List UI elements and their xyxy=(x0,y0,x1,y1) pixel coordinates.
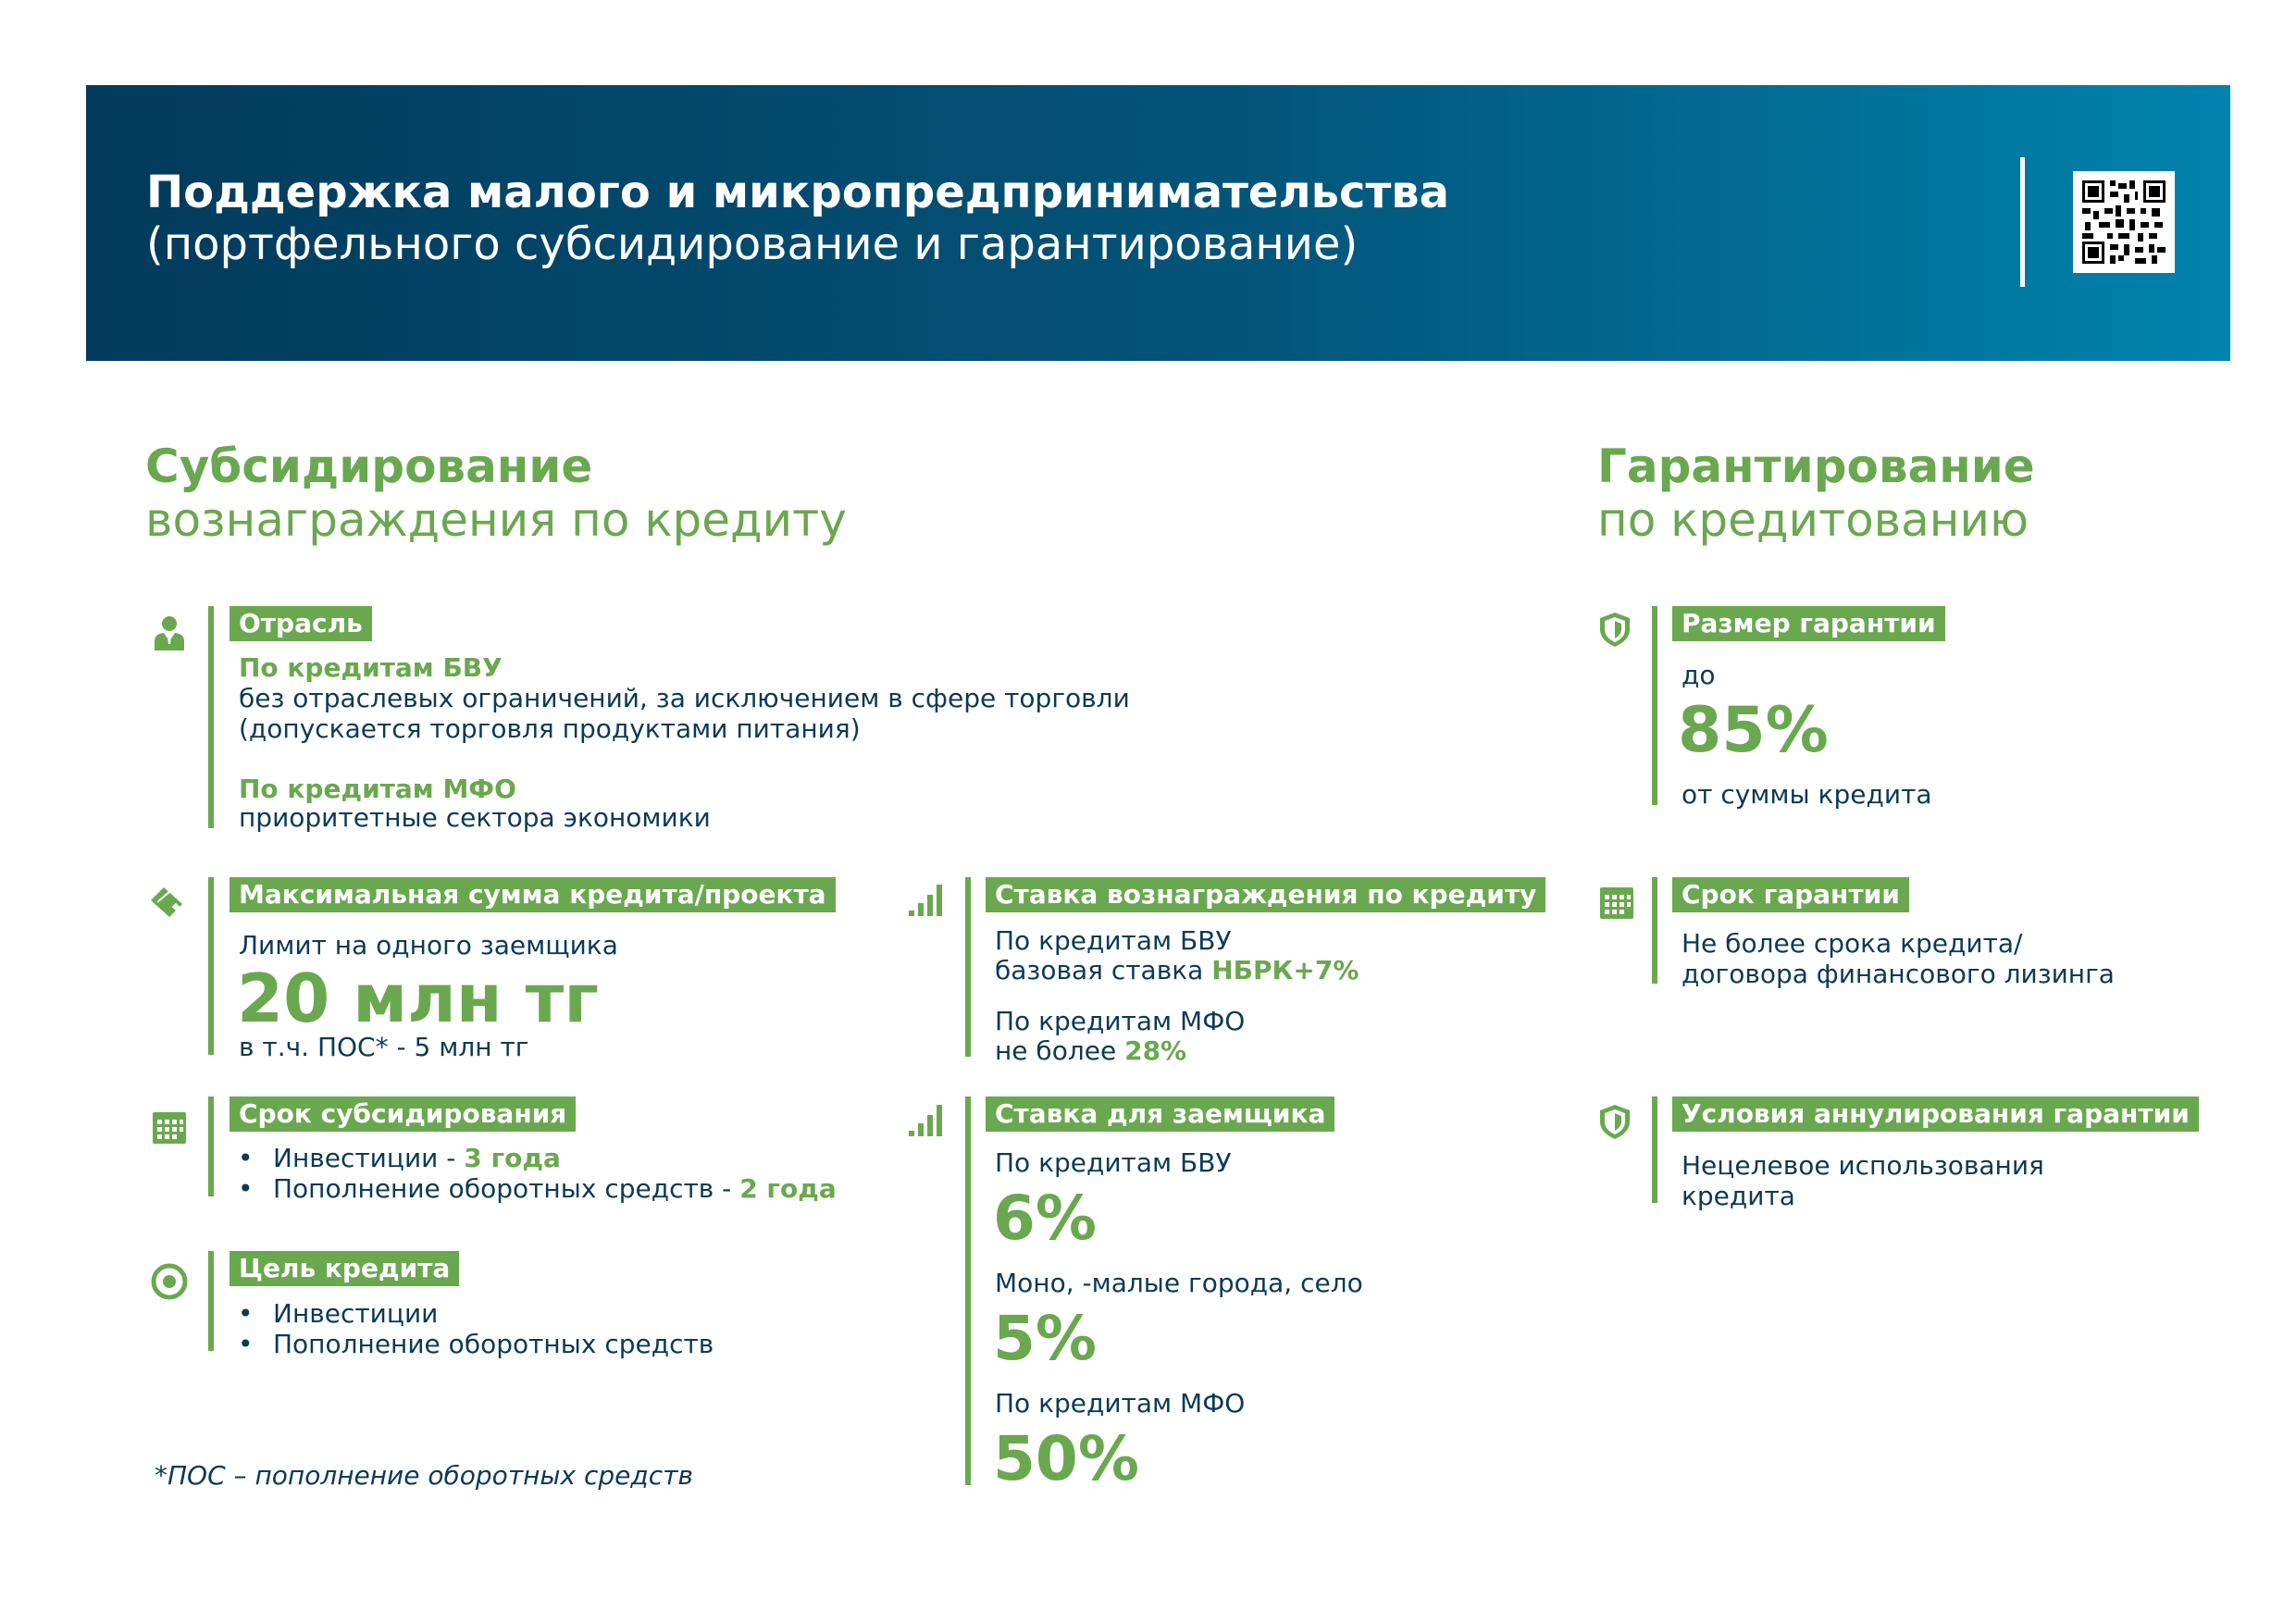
guarantee-cancel-divider xyxy=(1652,1096,1657,1203)
max-amount-line: Лимит на одного заемщика xyxy=(239,930,618,960)
guarantee-size-pre: до xyxy=(1682,660,1716,690)
subsidy-subtitle: вознаграждения по кредиту xyxy=(145,493,847,547)
industry-tag: Отрасль xyxy=(230,606,372,641)
reward-bvu-head: По кредитам БВУ xyxy=(995,925,1232,956)
reward-rate-divider xyxy=(965,877,971,1057)
max-amount-tag: Максимальная сумма кредита/проекта xyxy=(230,877,836,912)
calendar-icon xyxy=(1598,884,1635,921)
borrower-mfo-head: По кредитам МФО xyxy=(995,1388,1246,1419)
guarantee-size-post: от суммы кредита xyxy=(1682,779,1932,810)
reward-rate-tag: Ставка вознаграждения по кредиту xyxy=(986,877,1545,912)
guarantee-subtitle: по кредитованию xyxy=(1597,493,2029,547)
guarantee-size-value: 85% xyxy=(1678,694,1829,767)
guarantee-cancel-line2: кредита xyxy=(1682,1181,1795,1211)
term-item-investments: • Инвестиции - 3 года xyxy=(273,1143,561,1173)
reward-mfo-line: не более 28% xyxy=(995,1035,1187,1066)
borrower-mfo-value: 50% xyxy=(993,1423,1139,1494)
goal-divider xyxy=(208,1251,214,1351)
guarantee-term-line2: договора финансового лизинга xyxy=(1682,959,2115,989)
max-amount-divider xyxy=(208,877,214,1055)
borrower-rate-tag: Ставка для заемщика xyxy=(986,1096,1334,1132)
guarantee-term-divider xyxy=(1652,877,1657,984)
goal-tag: Цель кредита xyxy=(230,1251,459,1286)
max-amount-note: в т.ч. ПОС* - 5 млн тг xyxy=(239,1032,529,1062)
shield-check-icon xyxy=(1596,611,1633,648)
max-amount-value: 20 млн тг xyxy=(237,960,600,1037)
reward-bvu-line: базовая ставка НБРК+7% xyxy=(995,955,1359,985)
goal-item-investments: • Инвестиции xyxy=(273,1298,438,1329)
term-tag: Срок субсидирования xyxy=(230,1096,576,1132)
shield-check-icon xyxy=(1596,1103,1633,1140)
term-divider xyxy=(208,1096,214,1196)
page-subtitle: (портфельного субсидирование и гарантирование) xyxy=(146,218,1359,270)
goal-item-working-capital: • Пополнение оборотных средств xyxy=(273,1329,714,1359)
borrower-bvu-value: 6% xyxy=(993,1183,1098,1254)
signal-bars-icon xyxy=(907,1101,944,1138)
borrower-bvu-head: По кредитам БВУ xyxy=(995,1147,1232,1178)
guarantee-cancel-tag: Условия аннулирования гарантии xyxy=(1672,1096,2199,1132)
signal-bars-icon xyxy=(907,881,944,918)
guarantee-cancel-line1: Нецелевое использования xyxy=(1682,1150,2044,1181)
subsidy-title: Субсидирование xyxy=(145,440,593,493)
borrower-mono-value: 5% xyxy=(993,1303,1098,1374)
guarantee-title: Гарантирование xyxy=(1597,440,2035,493)
industry-divider xyxy=(208,606,214,828)
person-icon xyxy=(151,613,188,650)
page-title: Поддержка малого и микропредпринимательства xyxy=(146,167,1450,218)
guarantee-size-tag: Размер гарантии xyxy=(1672,606,1945,641)
footnote: *ПОС – пополнение оборотных средств xyxy=(155,1460,693,1491)
qr-code-icon xyxy=(2082,180,2166,264)
reward-mfo-head: По кредитам МФО xyxy=(995,1006,1246,1036)
industry-mfo-line: приоритетные сектора экономики xyxy=(239,802,711,833)
industry-bvu-head: По кредитам БВУ xyxy=(239,652,503,683)
banner-divider xyxy=(2020,157,2025,287)
header-banner xyxy=(86,85,2230,361)
wallet-icon xyxy=(148,884,185,921)
borrower-rate-divider xyxy=(965,1096,971,1485)
guarantee-size-divider xyxy=(1652,606,1657,805)
borrower-mono-head: Моно, -малые города, село xyxy=(995,1268,1363,1298)
industry-bvu-line2: (допускается торговля продуктами питания) xyxy=(239,713,861,744)
target-icon xyxy=(151,1263,188,1300)
term-item-working-capital: • Пополнение оборотных средств - 2 года xyxy=(273,1173,837,1204)
industry-mfo-head: По кредитам МФО xyxy=(239,774,516,804)
qr-code[interactable] xyxy=(2073,171,2175,273)
calendar-icon xyxy=(151,1109,188,1146)
guarantee-term-tag: Срок гарантии xyxy=(1672,877,1909,912)
industry-bvu-line1: без отраслевых ограничений, за исключением в сфере торговли xyxy=(239,683,1130,713)
guarantee-term-line1: Не более срока кредита/ xyxy=(1682,928,2023,959)
